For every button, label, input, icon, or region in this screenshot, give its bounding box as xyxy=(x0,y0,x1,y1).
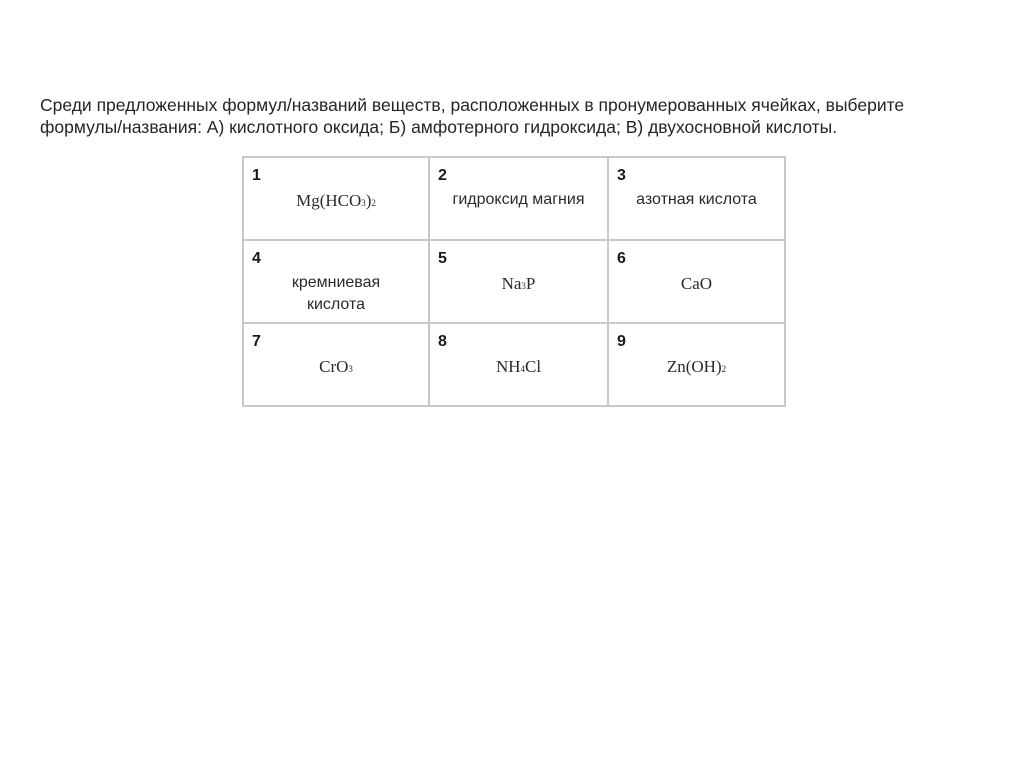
cell-formula: CrO3 xyxy=(319,357,353,376)
cell-formula: Mg(HCO3)2 xyxy=(296,191,376,210)
cell-number: 8 xyxy=(438,333,447,350)
cell-number: 9 xyxy=(617,333,626,350)
cell-substance-name: кремниевая кислота xyxy=(291,274,381,313)
cell-number: 5 xyxy=(438,250,447,267)
table-cell-1 xyxy=(243,157,429,240)
substances-table-body xyxy=(243,157,785,406)
cell-substance-name: азотная кислота xyxy=(636,191,757,208)
cell-number: 4 xyxy=(252,250,261,267)
table-cell-6 xyxy=(608,240,785,323)
table-cell-5 xyxy=(429,240,608,323)
cell-number: 6 xyxy=(617,250,626,267)
question-line-2: формулы/названия: А) кислотного оксида; Б) амфотерного гидроксида; В) двухосновной кислоты. xyxy=(40,117,838,137)
table-row xyxy=(243,157,785,240)
cell-formula: NH4Cl xyxy=(495,357,542,376)
table-cell-9 xyxy=(608,323,785,406)
table-cell-3 xyxy=(608,157,785,240)
table-cell-2 xyxy=(429,157,608,240)
table-row xyxy=(243,240,785,323)
question-text xyxy=(40,94,990,138)
cell-number: 7 xyxy=(252,333,261,350)
cell-substance-name: гидроксид магния xyxy=(452,191,585,208)
question-line-1: Среди предложенных формул/названий веществ, расположенных в пронумерованных ячейках, выберите xyxy=(40,95,905,115)
table-row xyxy=(243,323,785,406)
cell-number: 2 xyxy=(438,167,447,184)
substances-table xyxy=(242,156,786,407)
table-cell-8 xyxy=(429,323,608,406)
cell-formula: Zn(OH)2 xyxy=(666,357,727,376)
cell-number: 1 xyxy=(252,167,261,184)
table-cell-7 xyxy=(243,323,429,406)
cell-formula: Na3P xyxy=(501,274,536,293)
cell-formula: CaO xyxy=(680,274,713,293)
cell-number: 3 xyxy=(617,167,626,184)
table-cell-4 xyxy=(243,240,429,323)
